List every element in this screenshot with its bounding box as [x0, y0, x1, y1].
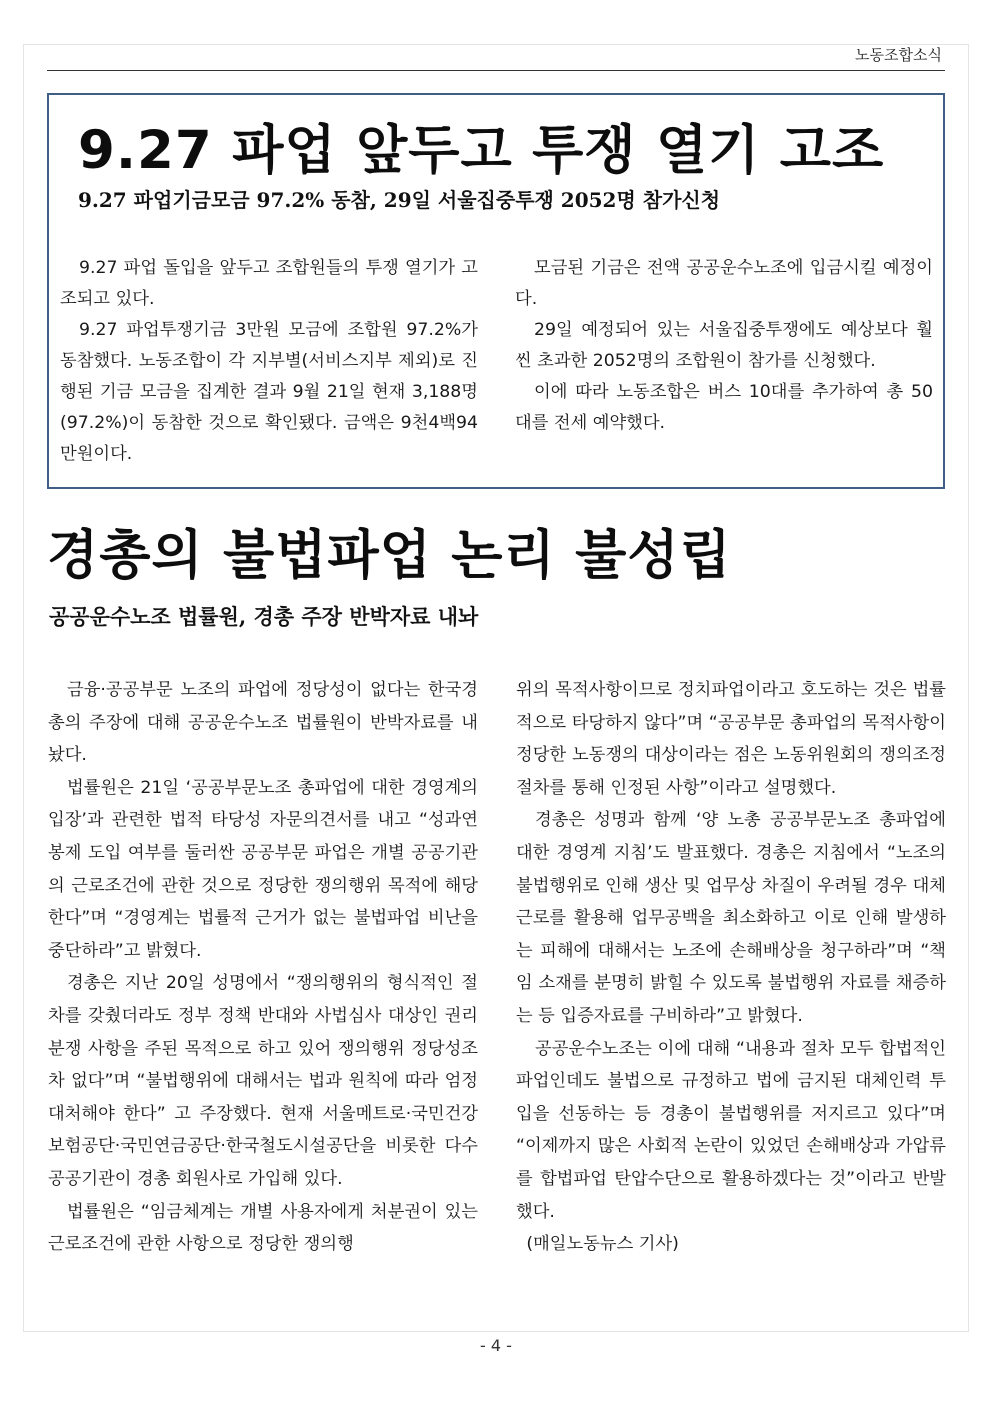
header-divider: [47, 70, 945, 71]
paragraph: 9.27 파업 돌입을 앞두고 조합원들의 투쟁 열기가 고조되고 있다.: [60, 258, 478, 309]
page-number: - 4 -: [480, 1336, 512, 1355]
article1-left-column: [60, 253, 478, 470]
paragraph: 법률원은 21일 ‘공공부문노조 총파업에 대한 경영계의 입장’과 관련한 법적 타당성 자문의견서를 내고 “성과연봉제 도입 여부를 둘러싼 공공부문 파업은 개별 공공기관의 근로조건에 관한 것으로 정당한 쟁의행위 목적에 해당한다”며 “경영계는 법률적 근거가 없는 불법파업 비난을 중단하라”고 밝혔다.: [48, 777, 478, 961]
section-title: 노동조합소식: [855, 46, 942, 64]
paragraph: 위의 목적사항이므로 정치파업이라고 호도하는 것은 법률적으로 타당하지 않다”며 “공공부문 총파업의 목적사항이 정당한 노동쟁의 대상이라는 점은 노동위원회의 쟁의조정 절차를 통해 인정된 사항”이라고 설명했다.: [516, 680, 946, 798]
article1-title: 9.27 파업 앞두고 투쟁 열기 고조: [78, 120, 885, 181]
article2-subtitle: 공공운수노조 법률원, 경총 주장 반박자료 내놔: [49, 604, 479, 629]
paragraph: 모금된 기금은 전액 공공운수노조에 입금시킬 예정이다.: [515, 258, 933, 309]
paragraph: 9.27 파업투쟁기금 3만원 모금에 조합원 97.2%가 동참했다. 노동조합이 각 지부별(서비스지부 제외)로 진행된 기금 모금을 집계한 결과 9월 21일 현재 3,188명(97.2%)이 동참한 것으로 확인됐다. 금액은 9천4백94만원이다.: [60, 320, 478, 464]
paragraph: 금융·공공부문 노조의 파업에 정당성이 없다는 한국경총의 주장에 대해 공공운수노조 법률원이 반박자료를 내놨다.: [48, 680, 478, 766]
paragraph: 법률원은 “임금체계는 개별 사용자에게 처분권이 있는 근로조건에 관한 사항으로 정당한 쟁의행: [48, 1201, 478, 1255]
article1-subtitle: 9.27 파업기금모금 97.2% 동참, 29일 서울집중투쟁 2052명 참가신청: [78, 188, 721, 212]
paragraph: 경총은 성명과 함께 ‘양 노총 공공부문노조 총파업에 대한 경영계 지침’도 발표했다. 경총은 지침에서 “노조의 불법행위로 인해 생산 및 업무상 차질이 우려될 경우 대체근로를 활용해 업무공백을 최소화하고 이로 인해 발생하는 피해에 대해서는 노조에 손해배상을 청구하라”며 “책임 소재를 분명히 밝힐 수 있도록 불법행위 자료를 채증하는 등 입증자료를 구비하라”고 밝혔다.: [516, 810, 946, 1026]
article2-title: 경총의 불법파업 논리 불성립: [47, 525, 732, 586]
article1-right-column: [515, 253, 933, 439]
article-source: (매일노동뉴스 기사): [526, 1234, 679, 1255]
article2-left-column: [48, 674, 478, 1261]
paragraph: 29일 예정되어 있는 서울집중투쟁에도 예상보다 훨씬 초과한 2052명의 조합원이 참가를 신청했다.: [515, 320, 933, 371]
paragraph: 공공운수노조는 이에 대해 “내용과 절차 모두 합법적인 파업인데도 불법으로 규정하고 법에 금지된 대체인력 투입을 선동하는 등 경총이 불법행위를 저지르고 있다”며 “이제까지 많은 사회적 논란이 있었던 손해배상과 가압류를 합법파업 탄압수단으로 활용하겠다는 것”이라고 반발했다.: [516, 1038, 946, 1222]
paragraph: 경총은 지난 20일 성명에서 “쟁의행위의 형식적인 절차를 갖췄더라도 정부 정책 반대와 사법심사 대상인 권리분쟁 사항을 주된 목적으로 하고 있어 쟁의행위 정당성조차 없다”며 “불법행위에 대해서는 법과 원칙에 따라 엄정 대처해야 한다” 고 주장했다. 현재 서울메트로·국민건강보험공단·국민연금공단·한국철도시설공단을 비롯한 다수 공공기관이 경총 회원사로 가입해 있다.: [48, 973, 478, 1189]
paragraph: 이에 따라 노동조합은 버스 10대를 추가하여 총 50대를 전세 예약했다.: [515, 382, 933, 433]
article2-right-column: [516, 674, 946, 1261]
